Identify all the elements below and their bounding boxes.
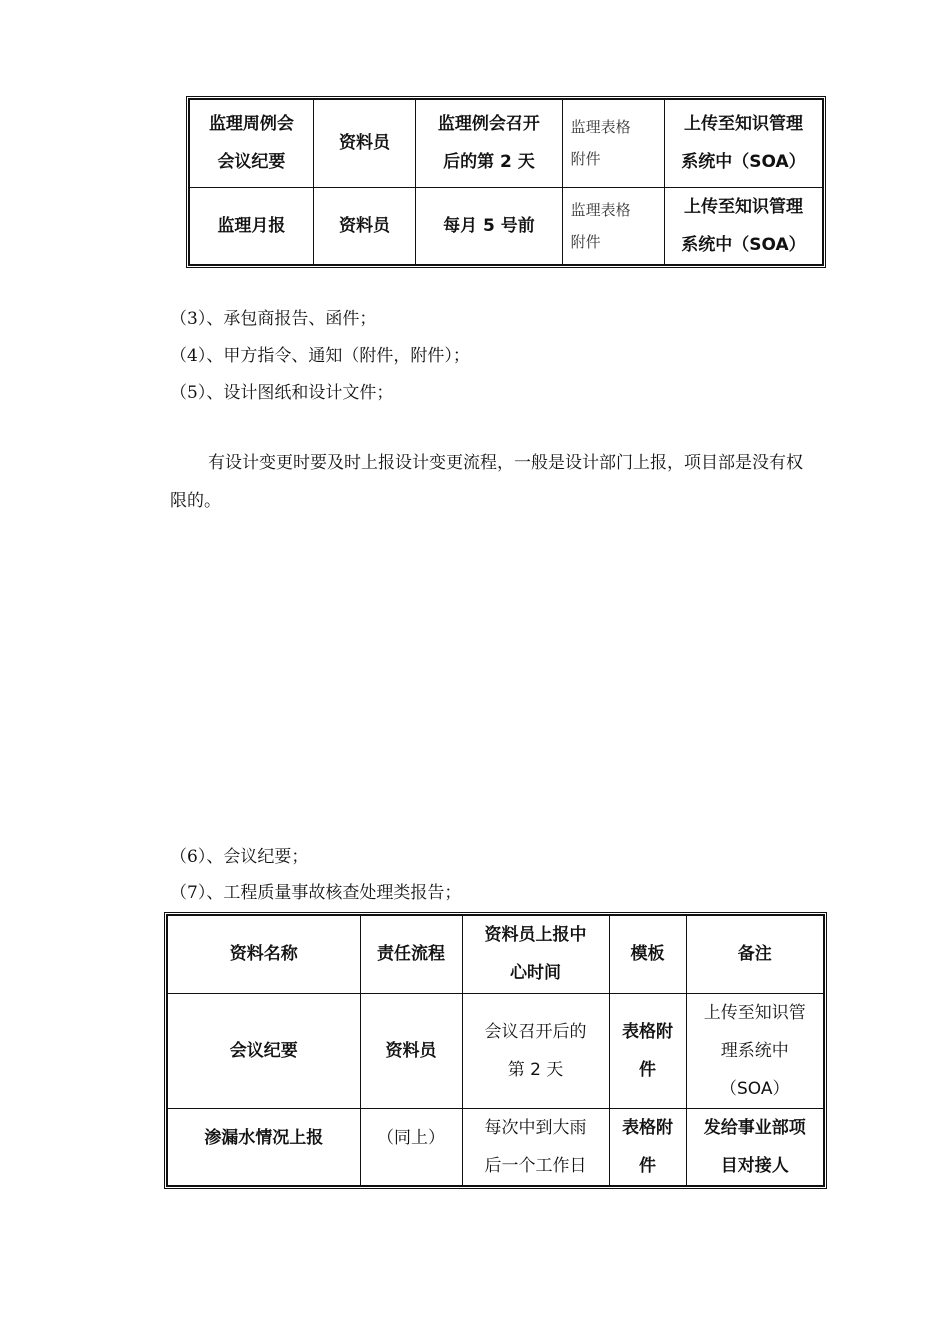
table-cell: （同上） [360,1108,462,1186]
table-cell: 监理月报 [189,187,313,265]
table-header-cell: 责任流程 [360,915,462,993]
table-cell: 会议纪要 [167,993,360,1108]
table-row [167,993,824,1108]
table-cell: 表格附 件 [609,993,686,1108]
table-cell: 发给事业部项 目对接人 [686,1108,824,1186]
list-item: （7）、工程质量事故核查处理类报告； [170,883,462,903]
table-cell: 渗漏水情况上报 [167,1108,360,1186]
table-header-cell: 备注 [686,915,824,993]
table-cell: 资料员 [360,993,462,1108]
table-cell: 上传至知识管理 系统中（SOA） [664,187,823,265]
table-cell: 监理例会召开 后的第 2 天 [416,99,562,187]
table-cell: 监理周例会 会议纪要 [189,99,313,187]
table-cell: 会议召开后的 第 2 天 [462,993,609,1108]
table-row [167,1108,824,1186]
list-item: （4）、甲方指令、通知（附件，附件）； [170,346,470,366]
body-paragraph: 有设计变更时要及时上报设计变更流程，一般是设计部门上报，项目部是没有权限的。 [170,453,803,511]
table-cell: 上传至知识管理 系统中（SOA） [664,99,823,187]
table-cell: 监理表格 附件 [562,187,664,265]
table-cell: 表格附 件 [609,1108,686,1186]
table-cell: 资料员 [313,187,415,265]
list-item: （5）、设计图纸和设计文件； [170,383,394,403]
table-cell: 监理表格 附件 [562,99,664,187]
table-row [189,187,823,265]
table-row [189,99,823,187]
list-item: （3）、承包商报告、函件； [170,309,377,329]
list-item: （6）、会议纪要； [170,847,309,867]
table-cell: 每次中到大雨 后一个工作日 [462,1108,609,1186]
table-cell: 资料员 [313,99,415,187]
table-header-cell: 模板 [609,915,686,993]
table-header-cell: 资料名称 [167,915,360,993]
table-header-row [167,915,824,993]
document-schedule-table [166,914,825,1187]
table-header-cell: 资料员上报中 心时间 [462,915,609,993]
monthly-report-table [188,98,824,266]
table-cell: 上传至知识管 理系统中 （SOA） [686,993,824,1108]
table-cell: 每月 5 号前 [416,187,562,265]
